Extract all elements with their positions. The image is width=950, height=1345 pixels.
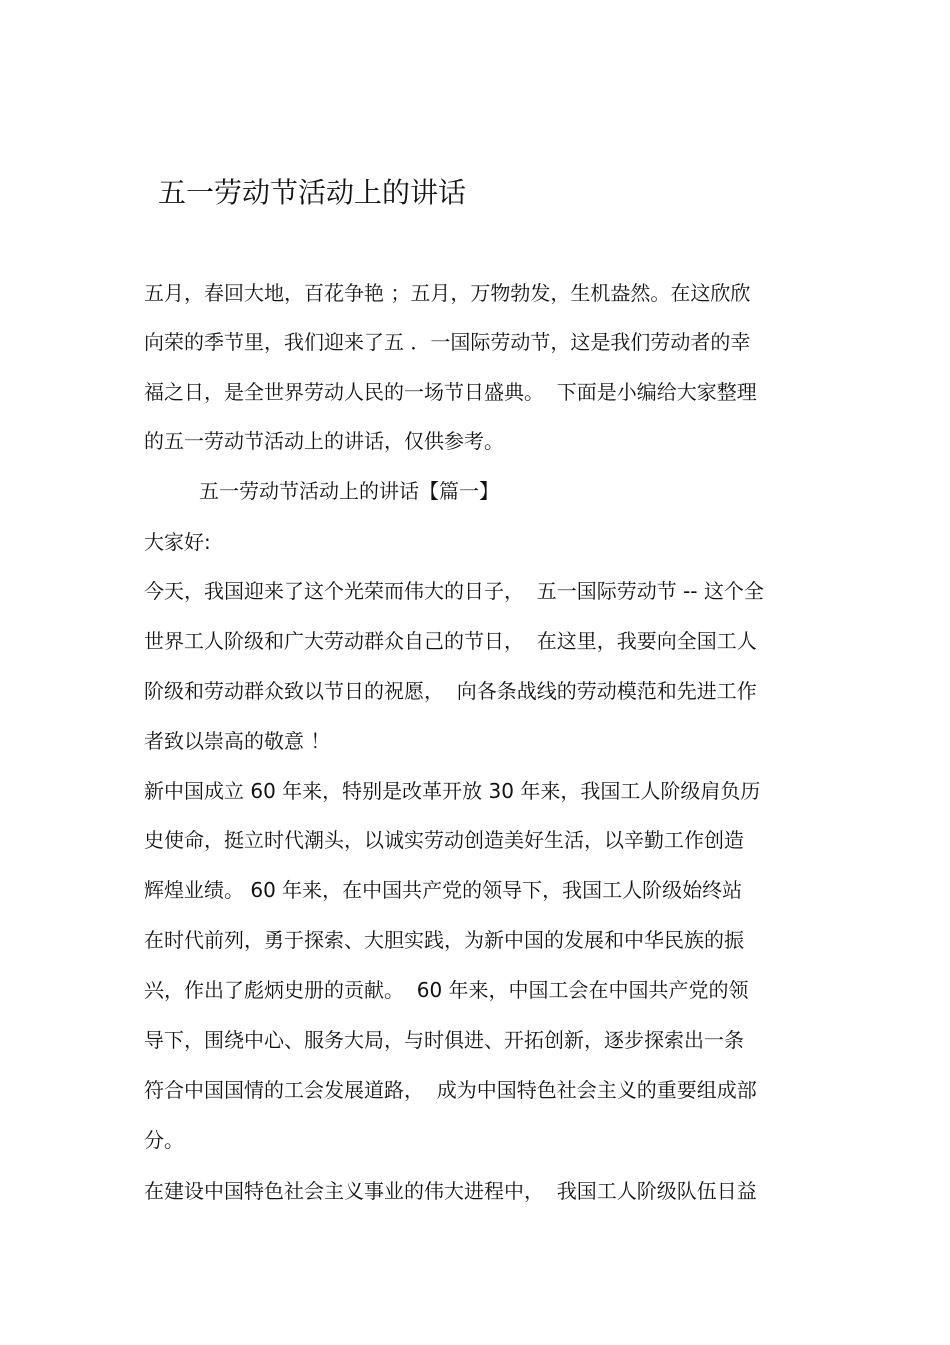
paragraph-line: 福之日，是全世界劳动人民的一场节日盛典。 下面是小编给大家整理 [144, 380, 757, 404]
paragraph-line: 辉煌业绩。 60 年来，在中国共产党的领导下，我国工人阶级始终站 [144, 878, 743, 902]
paragraph-line: 在时代前列，勇于探索、大胆实践，为新中国的发展和中华民族的振 [144, 928, 744, 952]
section-heading: 五一劳动节活动上的讲话【篇一】 [199, 479, 499, 503]
paragraph-line: 史使命，挺立时代潮头，以诚实劳动创造美好生活，以辛勤工作创造 [144, 828, 744, 852]
paragraph-line: 兴，作出了彪炳史册的贡献。 60 年来，中国工会在中国共产党的领 [144, 978, 749, 1002]
paragraph-line: 阶级和劳动群众致以节日的祝愿， 向各条战线的劳动模范和先进工作 [144, 679, 757, 703]
paragraph-line: 五月，春回大地，百花争艳 ；五月，万物勃发，生机盎然。在这欣欣 [144, 281, 751, 305]
paragraph-line: 分。 [144, 1128, 184, 1152]
paragraph-line: 世界工人阶级和广大劳动群众自己的节日， 在这里，我要向全国工人 [144, 629, 757, 653]
paragraph-line: 今天，我国迎来了这个光荣而伟大的日子， 五一国际劳动节 -- 这个全 [144, 579, 764, 603]
paragraph-line: 的五一劳动节活动上的讲话，仅供参考。 [144, 429, 504, 453]
paragraph-line: 符合中国国情的工会发展道路， 成为中国特色社会主义的重要组成部 [144, 1078, 757, 1102]
paragraph-line: 者致以崇高的敬意 ！ [144, 729, 331, 753]
paragraph-line: 向荣的季节里，我们迎来了五 ．一国际劳动节，这是我们劳动者的幸 [144, 330, 751, 354]
salutation: 大家好: [144, 530, 211, 554]
paragraph-line: 在建设中国特色社会主义事业的伟大进程中， 我国工人阶级队伍日益 [144, 1179, 757, 1203]
paragraph-line: 导下，围绕中心、服务大局，与时俱进、开拓创新，逐步探索出一条 [144, 1028, 744, 1052]
document-title: 五一劳动节活动上的讲话 [158, 176, 467, 209]
paragraph-line: 新中国成立 60 年来，特别是改革开放 30 年来，我国工人阶级肩负历 [144, 779, 761, 803]
